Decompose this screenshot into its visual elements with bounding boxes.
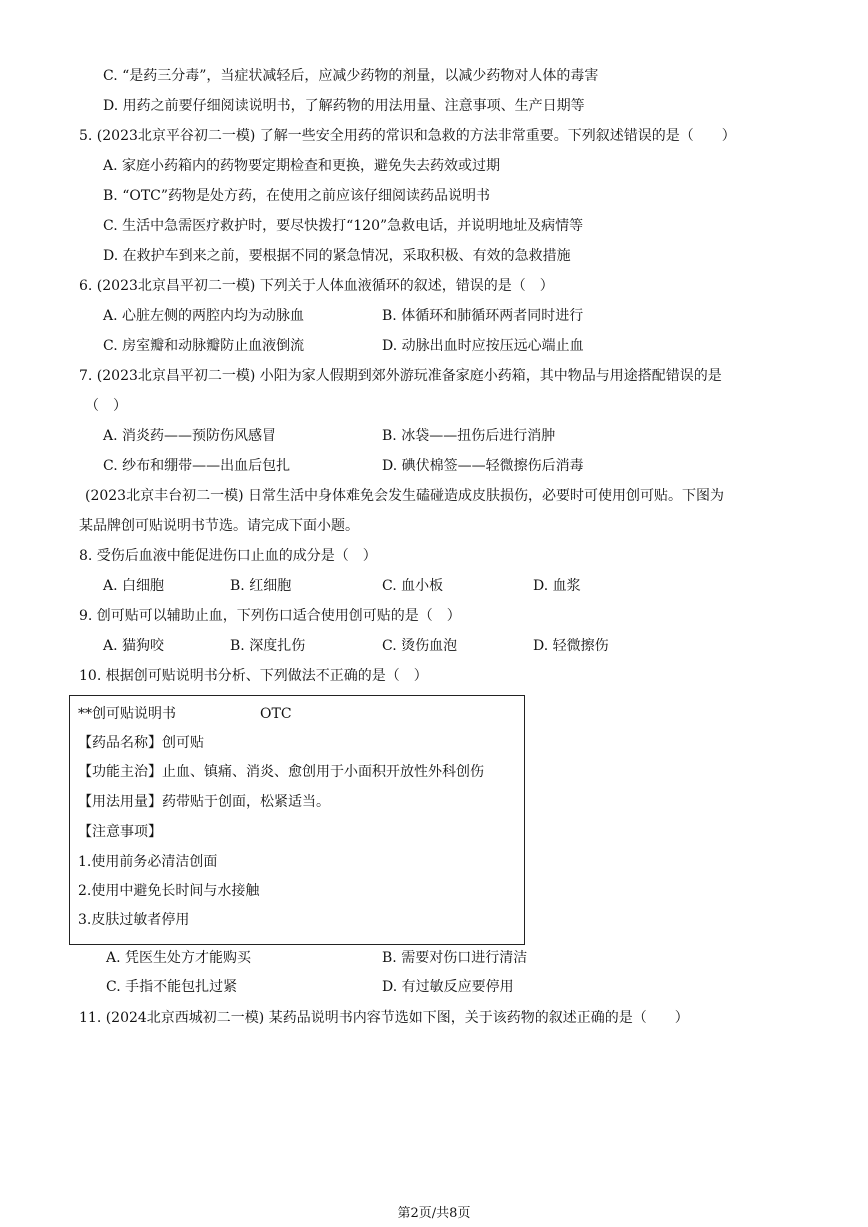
q6-option-a: A. 心脏左侧的两腔内均为动脉血: [103, 308, 305, 324]
q9-stem: 9. 创可贴可以辅助止血，下列伤口适合使用创可贴的是（ ）: [79, 608, 461, 624]
q4-option-c: C. “是药三分毒”，当症状减轻后，应减少药物的剂量，以减少药物对人体的毒害: [103, 68, 599, 84]
q7-option-b: B. 冰袋——扭伤后进行消肿: [382, 428, 556, 444]
q10-option-a: A. 凭医生处方才能购买: [106, 950, 252, 966]
q7-option-d: D. 碘伏棉签——轻微擦伤后消毒: [382, 458, 584, 474]
q7-option-c: C. 纱布和绷带——出血后包扎: [103, 458, 291, 474]
box-function: 【功能主治】止血、镇痛、消炎、愈创用于小面积开放性外科创伤: [78, 764, 484, 780]
q6-stem: 6. (2023北京昌平初二一模) 下列关于人体血液循环的叙述，错误的是（ ）: [79, 278, 554, 294]
q6-option-b: B. 体循环和肺循环两者同时进行: [382, 308, 584, 324]
q8-option-a: A. 白细胞: [103, 578, 165, 594]
q11-stem: 11. (2024北京西城初二一模) 某药品说明书内容节选如下图，关于该药物的叙述正确的是（ ）: [79, 1010, 689, 1026]
box-usage: 【用法用量】药带贴于创面，松紧适当。: [78, 794, 330, 810]
bandaid-instructions-box: [69, 695, 525, 945]
q10-option-b: B. 需要对伤口进行清洁: [382, 950, 528, 966]
q10-option-c: C. 手指不能包扎过紧: [106, 979, 238, 995]
q6-option-c: C. 房室瓣和动脉瓣防止血液倒流: [103, 338, 305, 354]
q9-option-b: B. 深度扎伤: [230, 638, 306, 654]
box-notes-header: 【注意事项】: [78, 824, 162, 840]
q6-option-d: D. 动脉出血时应按压远心端止血: [382, 338, 584, 354]
q7-option-a: A. 消炎药——预防伤风感冒: [103, 428, 277, 444]
q10-stem: 10. 根据创可贴说明书分析、下列做法不正确的是（ ）: [79, 668, 428, 684]
box-note-1: 1.使用前务必清洁创面: [78, 854, 218, 870]
box-title: **创可贴说明书: [78, 706, 176, 722]
box-note-2: 2.使用中避免长时间与水接触: [78, 883, 260, 899]
q9-option-d: D. 轻微擦伤: [533, 638, 609, 654]
q10-option-d: D. 有过敏反应要停用: [382, 979, 514, 995]
q9-option-c: C. 烫伤血泡: [382, 638, 458, 654]
q5-option-b: B. “OTC”药物是处方药，在使用之前应该仔细阅读药品说明书: [103, 188, 491, 204]
box-drug-name: 【药品名称】创可贴: [78, 735, 204, 751]
q5-option-c: C. 生活中急需医疗救护时，要尽快拨打“120”急救电话，并说明地址及病情等: [103, 218, 584, 234]
q9-option-a: A. 猫狗咬: [103, 638, 165, 654]
q8-option-d: D. 血浆: [533, 578, 581, 594]
intro-line-2: 某品牌创可贴说明书节选。请完成下面小题。: [79, 518, 359, 534]
box-note-3: 3.皮肤过敏者停用: [78, 912, 190, 928]
page-number: 第2页/共8页: [397, 1206, 471, 1221]
box-otc-mark: OTC: [260, 706, 292, 722]
intro-line-1: (2023北京丰台初二一模) 日常生活中身体难免会发生磕碰造成皮肤损伤，必要时可使用创可贴。下图为: [85, 488, 725, 504]
q7-stem: 7. (2023北京昌平初二一模) 小阳为家人假期到郊外游玩准备家庭小药箱，其中物品与用途搭配错误的是: [79, 368, 722, 384]
q7-stem-parens: （ ）: [85, 398, 127, 414]
q4-option-d: D. 用药之前要仔细阅读说明书，了解药物的用法用量、注意事项、生产日期等: [103, 98, 585, 114]
q5-option-a: A. 家庭小药箱内的药物要定期检查和更换，避免失去药效或过期: [103, 158, 501, 174]
q5-option-d: D. 在救护车到来之前，要根据不同的紧急情况，采取积极、有效的急救措施: [103, 248, 571, 264]
q8-option-b: B. 红细胞: [230, 578, 292, 594]
q5-stem: 5. (2023北京平谷初二一模) 了解一些安全用药的常识和急救的方法非常重要。下列叙述错误的是（ ）: [79, 128, 736, 144]
q8-stem: 8. 受伤后血液中能促进伤口止血的成分是（ ）: [79, 548, 377, 564]
q8-option-c: C. 血小板: [382, 578, 444, 594]
